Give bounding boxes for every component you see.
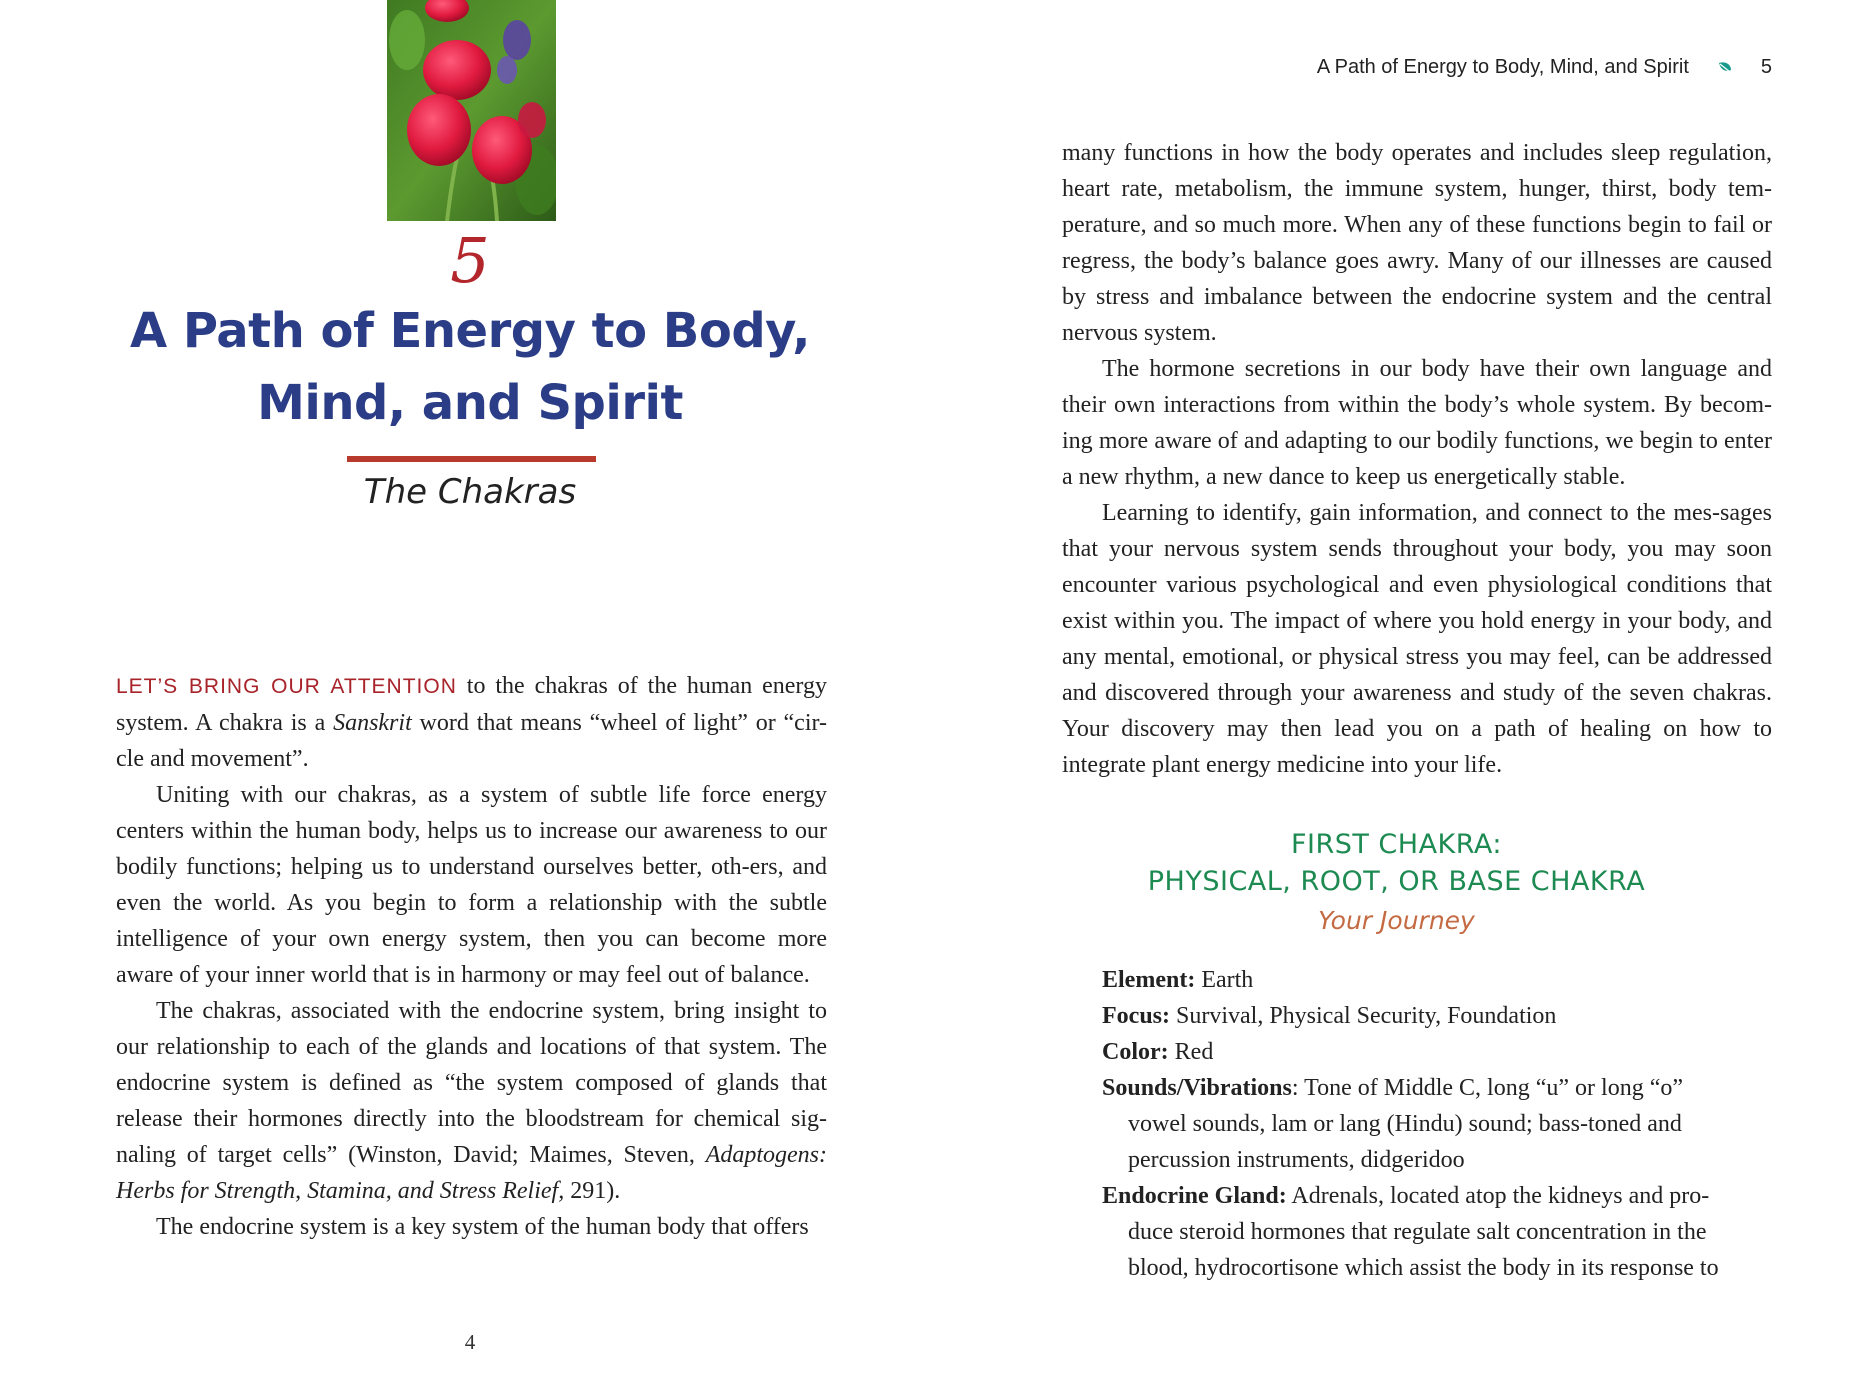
italic-term: Sanskrit <box>333 710 412 736</box>
paragraph: many functions in how the body operates and includes sleep regulation, heart rate, metabolism, the immune system, hunger, thirst, body tem-perature, and so much more. When any of these functions begin to fail or regress, the body’s balance goes awry. Many of our illnesses are caused by stress and imbalance between the endocrine system and the central nervous system. <box>1062 140 1772 346</box>
right-page-number: 5 <box>1760 56 1772 78</box>
attribute-value: Survival, Physical Security, Foundation <box>1170 1003 1557 1029</box>
paragraph <box>116 993 827 1209</box>
section-heading-line-2: PHYSICAL, ROOT, OR BASE CHAKRA <box>1147 866 1646 897</box>
attribute-label: Element: <box>1102 967 1196 993</box>
attribute-label: Focus: <box>1102 1003 1170 1029</box>
section-heading-line-1: FIRST CHAKRA: <box>1290 829 1503 860</box>
flower-photo <box>387 0 556 221</box>
running-head <box>1317 56 1772 79</box>
text-run: to the chakras of the human energy system. A chakra is a <box>116 673 827 736</box>
paragraph: The hormone secretions in our body have their own language and their own interactions from within the body’s whole system. By becom-ing more aware of and adapting to our bodily functions, we begin to enter a new rhythm, a new dance to keep us energetically stable. <box>1062 356 1772 490</box>
text-run: The chakras, associated with the endocrine system, bring insight to our relationship to each of the glands and locations of that system. The endocrine system is defined as “the system composed of glands that release their hormones directly into the bloodstream for chemical sig-naling of target cells” (Winston, David; Maimes, Steven, <box>116 998 827 1168</box>
paragraph: Learning to identify, gain information, and connect to the mes-sages that your nervous system sends throughout your body, you may soon encounter various psychological and even physiological conditions that exist within you. The impact of where you hold energy in your body, and any mental, emotional, or physical stress you may feel, can be addressed and discovered through your awareness and study of the seven chakras. Your discovery may then lead you on a path of healing on how to integrate plant energy medicine into your life. <box>1062 500 1772 778</box>
text-run: 291). <box>564 1178 621 1204</box>
attribute-color <box>1102 1034 1742 1070</box>
paragraph: The endocrine system is a key system of the human body that offers <box>156 1214 809 1240</box>
attribute-value: Adrenals, located atop the kidneys and pro-duce steroid hormones that regulate salt concentration in the blood, hydrocortisone which assist the body in its response to <box>1128 1183 1719 1281</box>
right-body-text <box>1062 135 1772 783</box>
attribute-value: : Tone of Middle C, long “u” or long “o” vowel sounds, lam or lang (Hindu) sound; bass-toned and percussion instruments, didgeridoo <box>1128 1075 1683 1173</box>
attribute-sounds <box>1102 1070 1742 1178</box>
chapter-title-line-1: A Path of Energy to Body, <box>130 303 810 359</box>
chapter-title <box>100 295 840 439</box>
attribute-focus <box>1102 998 1742 1034</box>
lead-in: LET’S BRING OUR ATTENTION <box>116 675 457 698</box>
text-run: word that means “wheel of light” or “cir-cle and movement”. <box>116 710 827 772</box>
attribute-element <box>1102 962 1742 998</box>
attribute-value: Red <box>1168 1039 1214 1065</box>
title-divider <box>347 456 596 462</box>
attribute-label: Endocrine Gland: <box>1102 1183 1287 1209</box>
chapter-number: 5 <box>450 224 490 297</box>
chapter-subtitle: The Chakras <box>363 472 577 512</box>
paragraph <box>116 668 827 777</box>
chapter-title-line-2: Mind, and Spirit <box>257 375 683 431</box>
book-title: Adaptogens: Herbs for Strength, Stamina, and Stress Relief, <box>116 1142 827 1204</box>
left-page-number: 4 <box>464 1330 476 1354</box>
section-heading <box>931 826 1862 900</box>
chakra-attributes <box>1102 962 1742 1286</box>
attribute-value: Earth <box>1195 967 1254 993</box>
section-subheading: Your Journey <box>1318 906 1475 935</box>
right-page <box>931 0 1862 1396</box>
left-body-text <box>116 668 827 1245</box>
paragraph: Uniting with our chakras, as a system of subtle life force energy centers within the human body, helps us to increase our awareness to our bodily functions; helping us to understand ourselves better, oth-ers, and even the world. As you begin to form a relationship with the subtle intelligence of your own energy system, then you can become more aware of your inner world that is in harmony or may feel out of balance. <box>116 782 827 988</box>
leaf-icon <box>1717 60 1733 76</box>
attribute-label: Sounds/Vibrations <box>1102 1075 1292 1101</box>
attribute-endocrine-gland <box>1102 1178 1742 1286</box>
attribute-label: Color: <box>1102 1039 1169 1065</box>
running-head-title: A Path of Energy to Body, Mind, and Spirit <box>1316 56 1689 78</box>
